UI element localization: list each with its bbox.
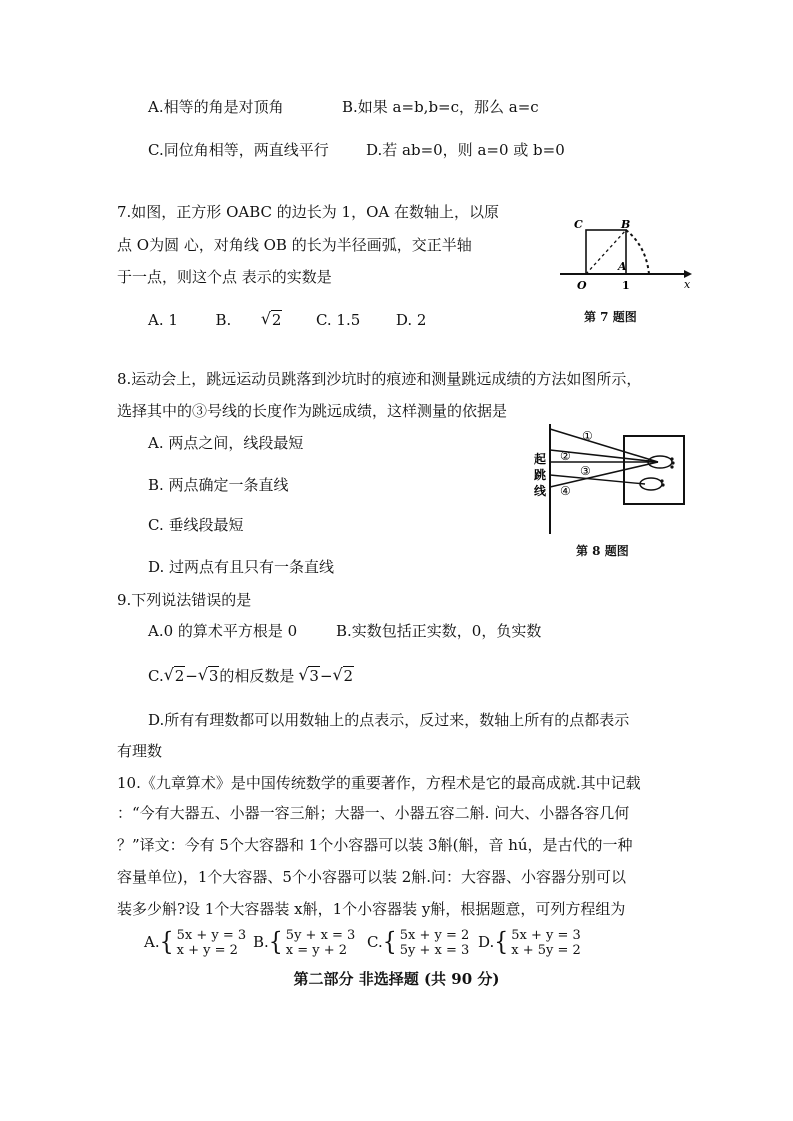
q8-stem-line-1: 8.运动会上，跳远运动员跳落到沙坑时的痕迹和测量跳远成绩的方法如图所示， (117, 370, 642, 388)
sqrt-2: √ 2 (165, 667, 186, 685)
label-b: B (621, 218, 631, 231)
q7-stem-line-2: 点 O为圆 心，对角线 OB 的长为半径画弧，交正半轴 (117, 236, 472, 254)
q9-option-a: A.0 的算术平方根是 0 (148, 622, 298, 640)
q8-figure (532, 424, 692, 534)
q10-stem-line-2: ：“今有大器五、小器一容三斛；大器一、小器五容二斛. 问大、小器各容几何 (117, 804, 630, 822)
q7-options (148, 311, 426, 329)
q9-stem: 9.下列说法错误的是 (117, 591, 252, 609)
sqrt-3-b: √ 3 (299, 667, 320, 685)
q8-option-b: B. 两点确定一条直线 (148, 476, 289, 494)
q7-option-c: C. 1.5 (315, 311, 361, 329)
takeoff-label-3: 线 (534, 484, 547, 498)
q6-option-d: D.若 ab=0，则 a=0 或 b=0 (366, 141, 565, 159)
label-1: 1 (622, 279, 630, 292)
q10-option-c: C.{ 5x + y = 2 5y + x = 3 (367, 928, 470, 958)
q7-stem-line-1: 7.如图，正方形 OABC 的边长为 1，OA 在数轴上，以原 (117, 203, 499, 221)
q8-option-a: A. 两点之间，线段最短 (148, 434, 304, 452)
takeoff-label-2: 跳 (534, 468, 547, 482)
q7-stem-line-3: 于一点，则这个点 表示的实数是 (117, 268, 332, 286)
q9-option-b: B.实数包括正实数，0，负实数 (336, 622, 542, 640)
q7-figure (560, 212, 700, 294)
q9-option-d-line-2: 有理数 (117, 742, 163, 760)
section-heading: 第二部分 非选择题 (共 90 分) (293, 970, 500, 988)
axis-arrow-icon (684, 270, 692, 278)
sqrt-2-b: √ 2 (334, 667, 355, 685)
q10-stem-line-1: 10.《九章算术》是中国传统数学的重要著作，方程术是它的最高成就.其中记载 (117, 774, 641, 792)
q10-stem-line-5: 装多少斛?设 1个大容器装 x斛，1个小容器装 y斛，根据题意，可列方程组为 (117, 900, 626, 918)
q6-option-a: A.相等的角是对顶角 (148, 98, 284, 116)
line-label-1: ① (582, 429, 593, 443)
sand-pit (624, 436, 684, 504)
q7-option-b-sqrt: √ 2 (262, 311, 283, 329)
sqrt-3: √ 3 (199, 667, 220, 685)
q10-stem-line-3: ？”译文：今有 5个大容器和 1个小容器可以装 3斛(斛，音 hú，是古代的一种 (117, 836, 633, 854)
q6-option-c: C.同位角相等，两直线平行 (148, 141, 329, 159)
q10-stem-line-4: 容量单位)，1个大容器、5个小容器可以装 2斛.问：大容器、小容器分别可以 (117, 868, 627, 886)
line-label-3: ③ (580, 464, 591, 478)
q7-option-d: D. 2 (395, 311, 427, 329)
takeoff-label-1: 起 (534, 452, 547, 466)
q10-option-d: D.{ 5x + y = 3 x + 5y = 2 (478, 928, 581, 958)
arc-radius-ob (626, 230, 649, 274)
line-label-2: ② (560, 449, 571, 463)
q8-option-c: C. 垂线段最短 (148, 516, 244, 534)
q7-figure-caption: 第 7 题图 (584, 310, 637, 324)
q7-option-b-prefix: B. (215, 311, 232, 329)
q10-option-a: A.{ 5x + y = 3 x + y = 2 (144, 928, 247, 958)
q9-option-d-line-1: D.所有有理数都可以用数轴上的点表示，反过来，数轴上所有的点都表示 (148, 711, 630, 729)
q6-option-b: B.如果 a=b,b=c，那么 a=c (342, 98, 539, 116)
q10-option-b: B.{ 5y + x = 3 x = y + 2 (253, 928, 356, 958)
q7-option-a: A. 1 (148, 311, 178, 329)
q8-figure-caption: 第 8 题图 (576, 544, 629, 558)
label-o: O (577, 279, 587, 292)
label-a: A (618, 260, 627, 273)
label-c: C (574, 218, 583, 231)
q8-stem-line-2: 选择其中的③号线的长度作为跳远成绩，这样测量的依据是 (117, 402, 508, 420)
label-x: x (684, 278, 691, 291)
line-label-4: ④ (560, 484, 571, 498)
q8-option-d: D. 过两点有且只有一条直线 (148, 558, 335, 576)
q9-option-c: C.√ 2−√ 3的相反数是√ 3−√ 2 (148, 665, 354, 686)
